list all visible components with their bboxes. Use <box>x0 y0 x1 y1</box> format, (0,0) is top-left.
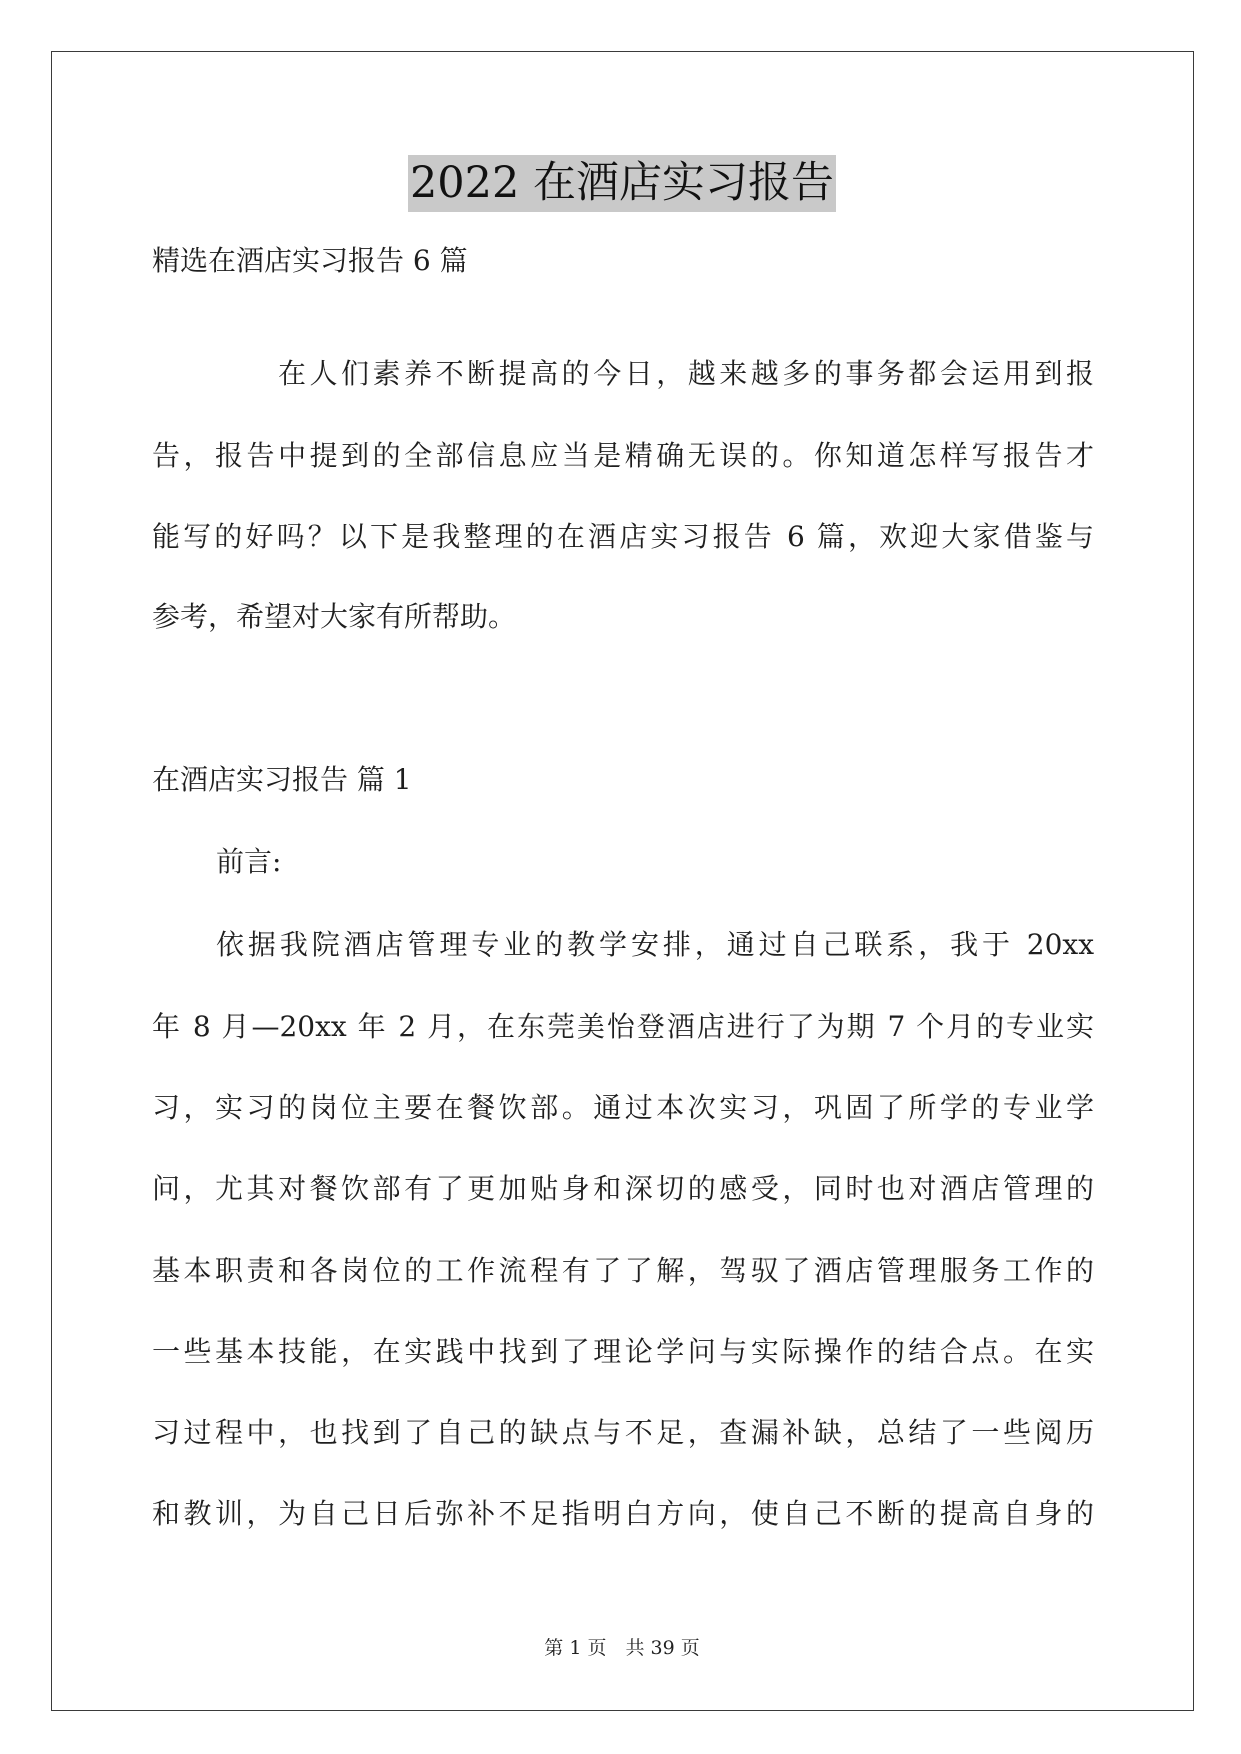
intro-line: 参考，希望对大家有所帮助。 <box>152 600 517 633</box>
body-line: 一些基本技能，在实践中找到了理论学问与实际操作的结合点。在实 <box>152 1335 1094 1368</box>
body-line: 依据我院酒店管理专业的教学安排，通过自己联系，我于 20xx <box>216 928 1094 961</box>
intro-line: 告，报告中提到的全部信息应当是精确无误的。你知道怎样写报告才 <box>152 439 1094 472</box>
body-line: 习，实习的岗位主要在餐饮部。通过本次实习，巩固了所学的专业学 <box>152 1091 1094 1124</box>
preface-label: 前言: <box>216 845 282 878</box>
document-subtitle: 精选在酒店实习报告 6 篇 <box>152 244 468 277</box>
body-line: 年 8 月—20xx 年 2 月，在东莞美怡登酒店进行了为期 7 个月的专业实 <box>152 1010 1094 1043</box>
section-heading: 在酒店实习报告 篇 1 <box>152 763 412 796</box>
body-line: 和教训，为自己日后弥补不足指明白方向，使自己不断的提高自身的 <box>152 1497 1094 1530</box>
document-title: 2022 在酒店实习报告 <box>408 155 836 212</box>
page-number-footer: 第 1 页 共 39 页 <box>544 1637 700 1659</box>
body-line: 问，尤其对餐饮部有了更加贴身和深切的感受，同时也对酒店管理的 <box>152 1172 1094 1205</box>
intro-line: 能写的好吗？以下是我整理的在酒店实习报告 6 篇，欢迎大家借鉴与 <box>152 520 1094 553</box>
intro-line: 在人们素养不断提高的今日，越来越多的事务都会运用到报 <box>278 357 1094 390</box>
body-line: 习过程中，也找到了自己的缺点与不足，查漏补缺，总结了一些阅历 <box>152 1416 1094 1449</box>
body-line: 基本职责和各岗位的工作流程有了了解，驾驭了酒店管理服务工作的 <box>152 1254 1094 1287</box>
